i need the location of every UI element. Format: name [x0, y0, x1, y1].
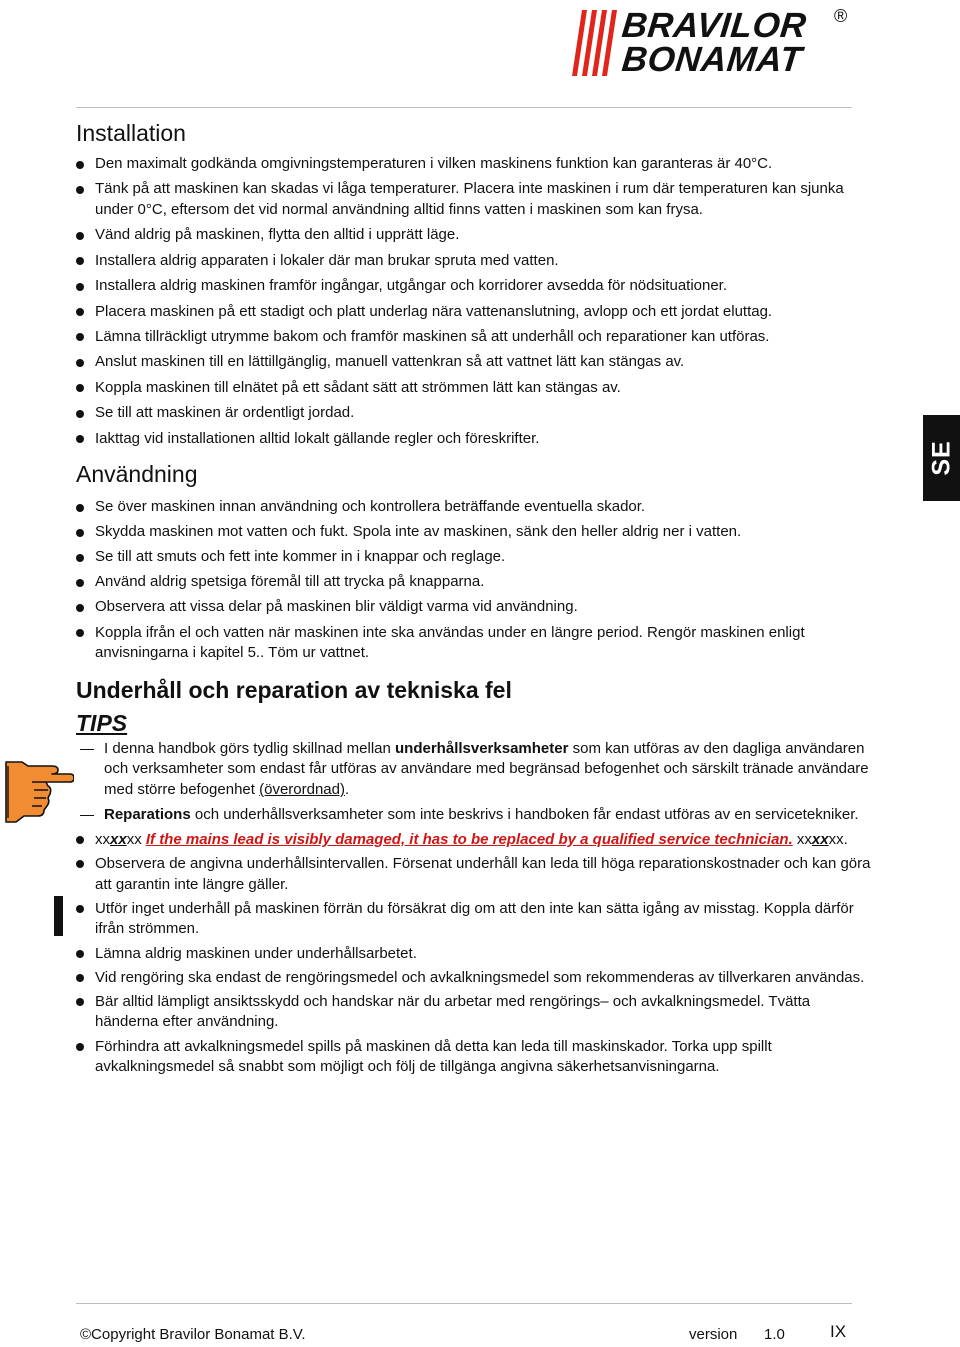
- tip-item: [80, 805, 876, 826]
- footer-version-label: version: [689, 1326, 738, 1343]
- warning-marker: xx: [110, 830, 127, 848]
- list-item: Bär alltid lämpligt ansiktsskydd och handskar när du arbetar med rengörings– och avkalkningsmedel. Tvätta händerna efter användning.: [76, 992, 876, 1033]
- list-item: Observera att vissa delar på maskinen blir väldigt varma vid användning.: [76, 597, 876, 618]
- warning-marker: xx.: [828, 830, 848, 848]
- language-tab-label: SE: [927, 440, 955, 476]
- revision-change-bar: [54, 896, 63, 936]
- tips-list: [80, 739, 876, 826]
- tip-text: I denna handbok görs tydlig skillnad mellan: [104, 739, 396, 757]
- warning-marker: xx: [811, 830, 829, 848]
- tip-text: och underhållsverksamheter som inte beskrivs i handboken får endast utföras av en servicetekniker.: [190, 805, 859, 823]
- header-divider: [76, 107, 852, 108]
- list-item: Installera aldrig apparaten i lokaler där man brukar spruta med vatten.: [76, 251, 876, 272]
- list-item: Utför inget underhåll på maskinen förrän du försäkrat dig om att den inte kan sätta igång av misstag. Koppla därför ifrån strömmen.: [76, 899, 876, 940]
- list-item: Vänd aldrig på maskinen, flytta den alltid i upprätt läge.: [76, 225, 876, 246]
- brand-name-line1: BRAVILOR: [620, 6, 809, 45]
- footer-copyright: ©Copyright Bravilor Bonamat B.V.: [80, 1326, 306, 1343]
- tip-emphasis: underhållsverksamheter: [395, 739, 569, 757]
- list-item: Tänk på att maskinen kan skadas vi låga temperaturer. Placera inte maskinen i rum där temperaturen kan sjunka under 0°C, eftersom det vid normal användning alltid finns vatten i maskinen som kan frysa.: [76, 179, 876, 220]
- maintenance-list: [76, 830, 876, 1078]
- maintenance-heading: Underhåll och reparation av tekniska fel: [76, 676, 512, 703]
- installation-heading: Installation: [76, 120, 186, 146]
- logo-slashes-icon: [572, 10, 622, 76]
- warning-item: [76, 830, 876, 851]
- list-item: Placera maskinen på ett stadigt och platt underlag nära vattenanslutning, avlopp och ett jordat eluttag.: [76, 302, 876, 323]
- brand-logo: [572, 6, 852, 79]
- warning-marker: xx: [126, 830, 146, 848]
- footer-version-number: 1.0: [764, 1326, 785, 1343]
- list-item: Skydda maskinen mot vatten och fukt. Spola inte av maskinen, sänk den heller aldrig ner i vatten.: [76, 522, 876, 543]
- list-item: Vid rengöring ska endast de rengöringsmedel och avkalkningsmedel som rekommenderas av tillverkaren användas.: [76, 968, 876, 989]
- list-item: Observera de angivna underhållsintervallen. Försenat underhåll kan leda till höga reparationskostnader och kan göra att garantin inte längre gäller.: [76, 854, 876, 895]
- tip-emphasis: Reparations: [104, 805, 191, 823]
- tip-item: [80, 739, 876, 801]
- warning-marker: xx: [792, 830, 812, 848]
- list-item: Anslut maskinen till en lättillgänglig, manuell vattenkran så att vattnet lätt kan stängas av.: [76, 352, 876, 373]
- footer-divider: [76, 1303, 852, 1304]
- tip-text: som kan utföras av den dagliga användaren och verksamheter som endast får utföras av användare med begränsad befogenhet och särskilt tränade användare med större befogenhet: [104, 739, 869, 798]
- brand-name-line2: BONAMAT: [620, 40, 804, 79]
- tip-text: .: [345, 780, 350, 798]
- list-item: Se över maskinen innan användning och kontrollera beträffande eventuella skador.: [76, 497, 876, 518]
- list-item: Koppla maskinen till elnätet på ett sådant sätt att strömmen lätt kan stängas av.: [76, 378, 876, 399]
- warning-text: If the mains lead is visibly damaged, it has to be replaced by a qualified service technician.: [145, 830, 793, 848]
- tips-heading: TIPS: [76, 709, 128, 736]
- list-item: Lämna aldrig maskinen under underhållsarbetet.: [76, 944, 876, 965]
- list-item: Lämna tillräckligt utrymme bakom och framför maskinen så att underhåll och reparationer kan utföras.: [76, 327, 876, 348]
- list-item: Koppla ifrån el och vatten när maskinen inte ska användas under en längre period. Rengör maskinen enligt anvisningarna i kapitel 5.. Töm ur vattnet.: [76, 623, 876, 664]
- page-number: IX: [830, 1322, 847, 1341]
- list-item: Förhindra att avkalkningsmedel spills på maskinen då detta kan leda till maskinskador. Torka upp spillt avkalkningsmedel så snabbt som möjligt och följ de tillgänga angivna säkerhetsanvisningarna.: [76, 1037, 876, 1078]
- list-item: Iakttag vid installationen alltid lokalt gällande regler och föreskrifter.: [76, 429, 876, 450]
- registered-mark: ®: [834, 6, 848, 26]
- list-item: Se till att maskinen är ordentligt jordad.: [76, 403, 876, 424]
- installation-list: [76, 154, 876, 449]
- pointing-hand-icon: [2, 752, 74, 830]
- warning-marker: xx: [95, 830, 110, 848]
- tip-underlined: (överordnad): [259, 780, 345, 798]
- list-item: Den maximalt godkända omgivningstemperaturen i vilken maskinens funktion kan garanteras är 40°C.: [76, 154, 876, 175]
- list-item: Se till att smuts och fett inte kommer in i knappar och reglage.: [76, 547, 876, 568]
- main-content: [76, 118, 876, 1081]
- usage-list: [76, 497, 876, 664]
- list-item: Installera aldrig maskinen framför ingångar, utgångar och korridorer avsedda för nödsituationer.: [76, 276, 876, 297]
- list-item: Använd aldrig spetsiga föremål till att trycka på knapparna.: [76, 572, 876, 593]
- language-tab[interactable]: [923, 415, 960, 501]
- usage-heading: Användning: [76, 461, 198, 488]
